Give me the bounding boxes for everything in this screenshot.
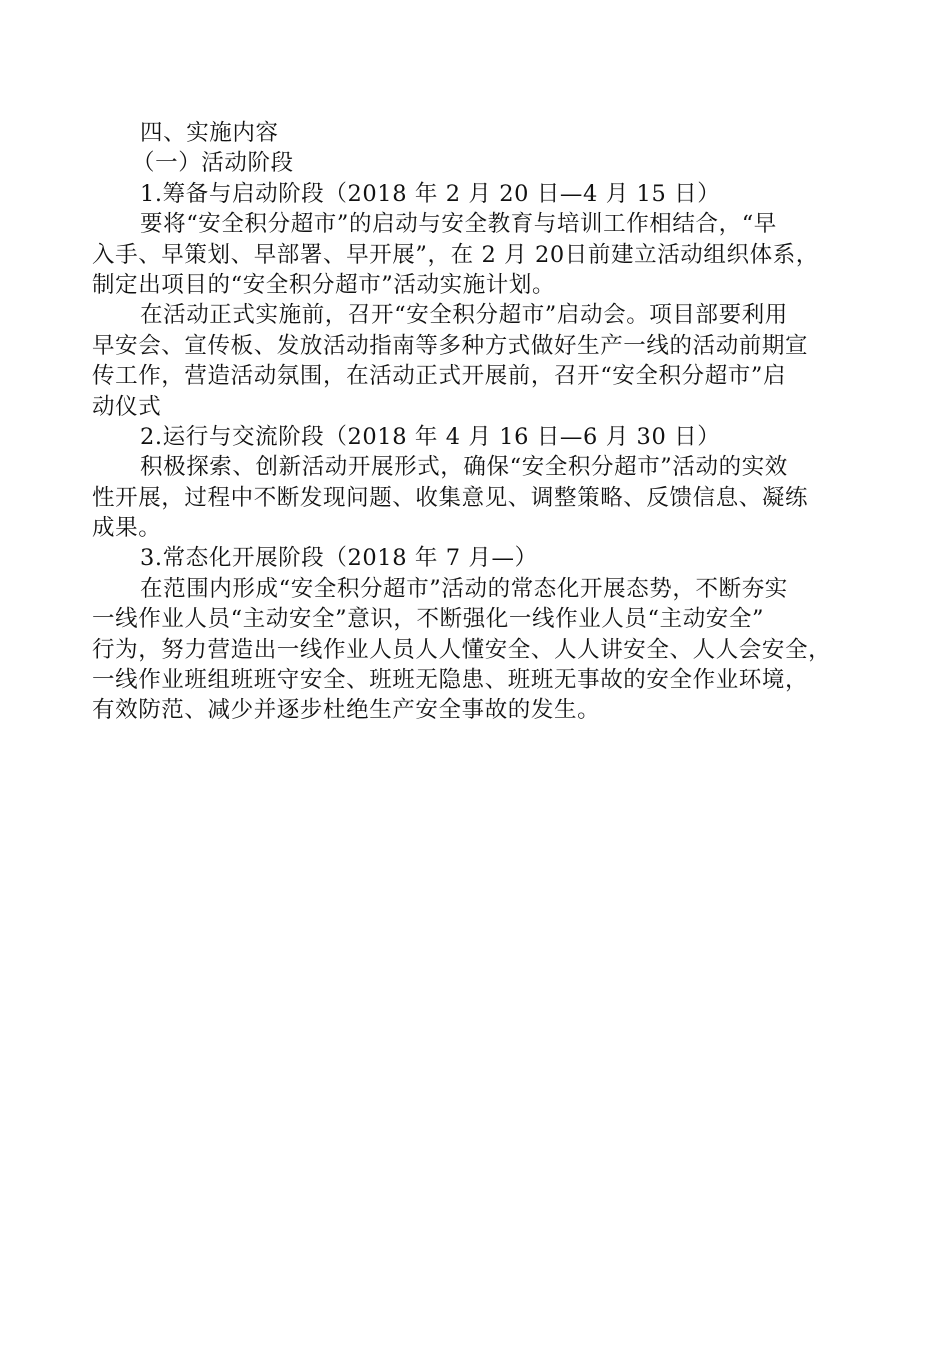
paragraph-line: 动仪式: [92, 393, 162, 420]
paragraph-line: 传工作，营造活动氛围，在活动正式开展前，召开“安全积分超市”启: [92, 363, 787, 390]
phase2-title: 2.运行与交流阶段（2018 年 4 月 16 日—6 月 30 日）: [140, 423, 721, 450]
paragraph-line: 要将“安全积分超市”的启动与安全教育与培训工作相结合，“早: [140, 211, 777, 238]
paragraph-line: 制定出项目的“安全积分超市”活动实施计划。: [92, 271, 556, 298]
paragraph-line: 一线作业人员“主动安全”意识，不断强化一线作业人员“主动安全”: [92, 606, 765, 633]
document-page: [92, 118, 882, 726]
paragraph-line: 在活动正式实施前，召开“安全积分超市”启动会。项目部要利用: [140, 302, 788, 329]
paragraph-line: 有效防范、减少并逐步杜绝生产安全事故的发生。: [92, 697, 601, 724]
section-heading: 四、实施内容: [140, 120, 279, 146]
paragraph-line: 积极探索、创新活动开展形式，确保“安全积分超市”活动的实效: [140, 454, 788, 481]
paragraph-line: 一线作业班组班班守安全、班班无隐患、班班无事故的安全作业环境，: [92, 667, 809, 694]
sub-heading: （一）活动阶段: [132, 150, 294, 177]
paragraph-line: 行为，努力营造出一线作业人员人人懂安全、人人讲安全、人人会安全，: [92, 636, 832, 663]
paragraph-line: 成果。: [92, 515, 162, 542]
paragraph-line: 入手、早策划、早部署、早开展”，在 2 月 20日前建立活动组织体系，: [92, 241, 819, 268]
paragraph-line: 早安会、宣传板、发放活动指南等多种方式做好生产一线的活动前期宣: [92, 332, 809, 359]
phase3-title: 3.常态化开展阶段（2018 年 7 月—）: [140, 545, 538, 572]
phase1-title: 1.筹备与启动阶段（2018 年 2 月 20 日—4 月 15 日）: [140, 180, 721, 207]
paragraph-line: 性开展，过程中不断发现问题、收集意见、调整策略、反馈信息、凝练: [92, 484, 809, 511]
paragraph-line: 在范围内形成“安全积分超市”活动的常态化开展态势，不断夯实: [140, 575, 788, 602]
